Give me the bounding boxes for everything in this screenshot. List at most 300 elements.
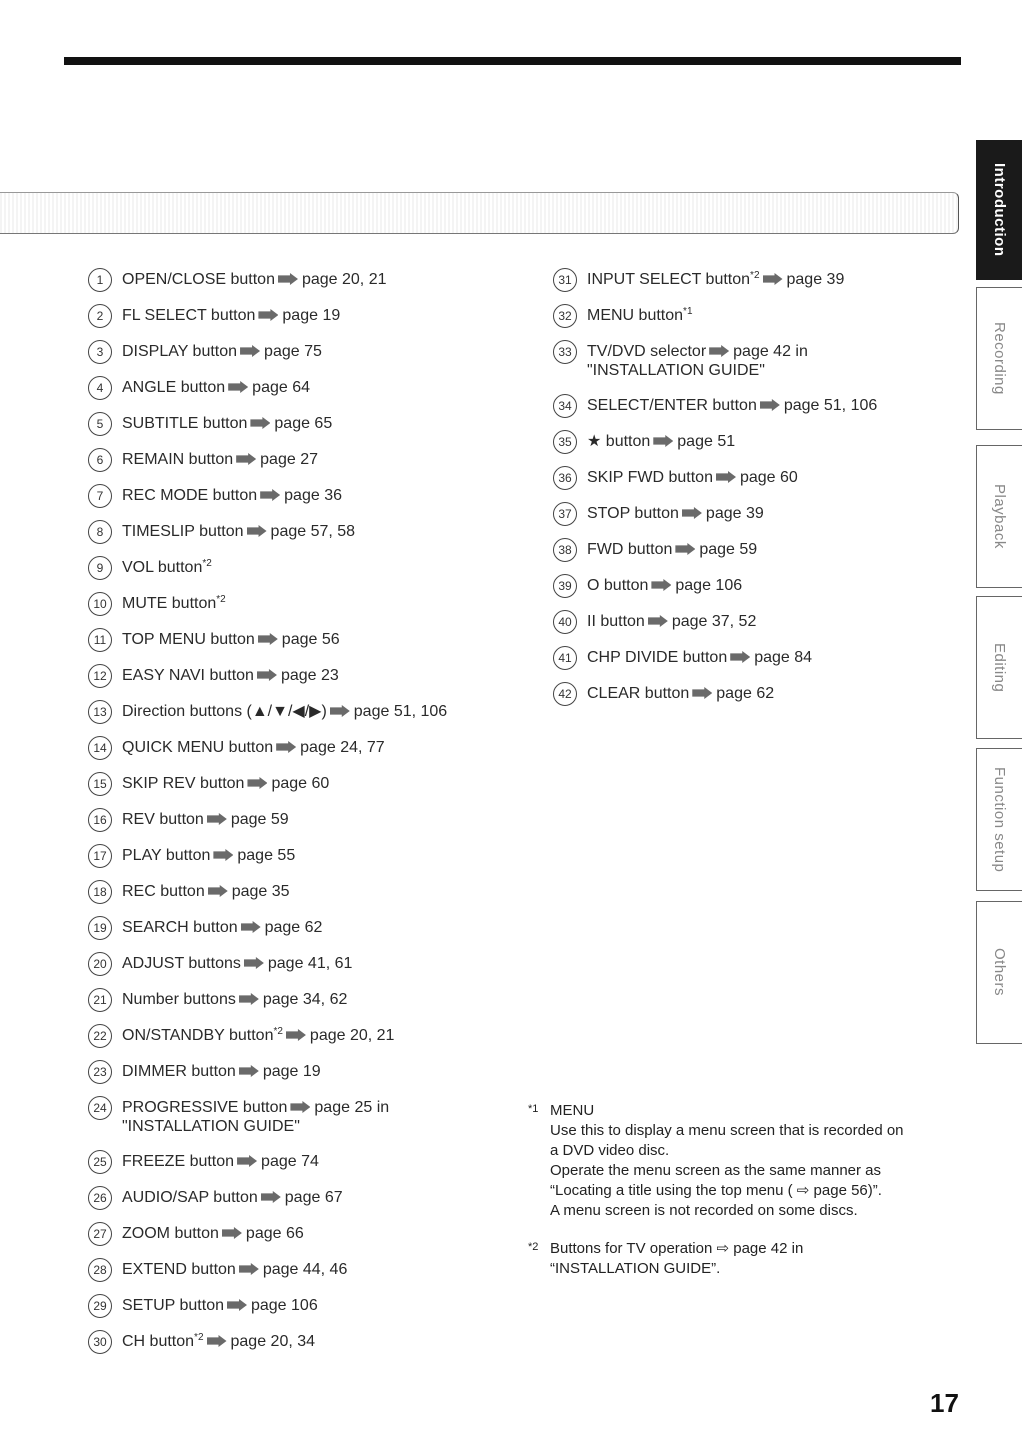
- page-reference: page 74: [261, 1153, 319, 1170]
- item-line: [122, 738, 385, 757]
- item-number: 42: [553, 682, 577, 706]
- list-item: [88, 484, 508, 520]
- item-label: OPEN/CLOSE button: [122, 271, 275, 288]
- list-item: [553, 304, 953, 340]
- page-reference-arrow-icon: [250, 417, 270, 429]
- page-reference-arrow-icon: [213, 849, 233, 861]
- item-number: 25: [88, 1150, 112, 1174]
- item-label: INPUT SELECT button: [587, 271, 751, 288]
- item-label: MUTE button: [122, 595, 217, 612]
- item-text: [122, 990, 347, 1009]
- item-number: 15: [88, 772, 112, 796]
- item-line: [587, 648, 812, 667]
- page-reference-arrow-icon: [653, 435, 673, 447]
- item-text: [122, 1188, 343, 1207]
- item-label: REC MODE button: [122, 487, 258, 504]
- item-label: TOP MENU button: [122, 631, 255, 648]
- item-label: VOL button: [122, 559, 203, 576]
- item-text: [122, 1026, 394, 1045]
- item-number: 5: [88, 412, 112, 436]
- tab-others[interactable]: [976, 901, 1022, 1044]
- page-reference: page 27: [260, 451, 318, 468]
- page-reference: page 59: [699, 541, 758, 558]
- list-item: [553, 466, 953, 502]
- page-reference: page 34, 62: [262, 991, 348, 1008]
- footnote-mark: *2: [273, 1026, 283, 1037]
- item-number: 27: [88, 1222, 112, 1246]
- tab-label: Introduction: [991, 163, 1008, 257]
- item-line: [122, 1188, 343, 1207]
- section-banner: [0, 192, 959, 234]
- item-number: 7: [88, 484, 112, 508]
- page-reference: page 60: [271, 775, 330, 792]
- list-item: [88, 988, 508, 1024]
- footnote-line: “INSTALLATION GUIDE”.: [550, 1260, 721, 1277]
- page-reference: page 36: [284, 487, 342, 504]
- page-reference: page 65: [274, 415, 333, 432]
- page-reference-arrow-icon: [330, 705, 350, 717]
- item-line: [122, 1224, 304, 1243]
- item-line: [587, 432, 735, 451]
- page-reference-arrow-icon: [237, 1155, 257, 1167]
- page-reference: page 41, 61: [267, 955, 353, 972]
- item-text: [122, 954, 352, 973]
- item-label: TV/DVD selector: [587, 343, 707, 360]
- page-reference-arrow-icon: [648, 615, 668, 627]
- item-number: 19: [88, 916, 112, 940]
- item-line: [122, 522, 355, 541]
- item-label: ON/STANDBY button: [122, 1027, 274, 1044]
- list-item: [88, 1294, 508, 1330]
- list-item: [88, 772, 508, 808]
- page-reference-arrow-icon: [716, 471, 736, 483]
- item-text: [122, 558, 212, 577]
- item-text: [122, 450, 318, 469]
- item-text: [122, 1152, 319, 1171]
- page-reference-arrow-icon: [709, 345, 729, 357]
- item-number: 37: [553, 502, 577, 526]
- item-line-2: "INSTALLATION GUIDE": [122, 1118, 300, 1135]
- item-line: [122, 594, 226, 613]
- item-line: [122, 1098, 389, 1117]
- item-label: II button: [587, 613, 645, 630]
- item-number: 21: [88, 988, 112, 1012]
- item-text: [122, 414, 332, 433]
- page-reference: page 51, 106: [353, 703, 448, 720]
- list-item: [88, 700, 508, 736]
- page-reference: page 51, 106: [783, 397, 878, 414]
- item-number: 31: [553, 268, 577, 292]
- item-number: 41: [553, 646, 577, 670]
- item-text: [587, 306, 693, 325]
- item-label: SKIP REV button: [122, 775, 245, 792]
- item-number: 39: [553, 574, 577, 598]
- item-number: 28: [88, 1258, 112, 1282]
- button-list-right: [553, 268, 953, 718]
- footnote-line: “Locating a title using the top menu ( ⇨ page 56)”.: [550, 1182, 882, 1199]
- list-item: [88, 520, 508, 556]
- item-line: [587, 270, 844, 289]
- page-reference-arrow-icon: [208, 885, 228, 897]
- item-line: [122, 486, 342, 505]
- item-line-2: "INSTALLATION GUIDE": [587, 362, 765, 379]
- page-reference-arrow-icon: [692, 687, 712, 699]
- item-label: AUDIO/SAP button: [122, 1189, 258, 1206]
- page-reference-arrow-icon: [278, 273, 298, 285]
- item-line: [587, 684, 774, 703]
- item-number: 17: [88, 844, 112, 868]
- page-reference-arrow-icon: [682, 507, 702, 519]
- item-number: 38: [553, 538, 577, 562]
- item-label: QUICK MENU button: [122, 739, 274, 756]
- item-text: [122, 774, 329, 793]
- top-rule: [64, 57, 961, 65]
- item-label: SETUP button: [122, 1297, 224, 1314]
- page-reference-arrow-icon: [236, 453, 256, 465]
- footnote-mark: *1: [683, 306, 693, 317]
- item-number: 36: [553, 466, 577, 490]
- tab-editing[interactable]: [976, 596, 1022, 739]
- page-reference: page 23: [280, 667, 339, 684]
- page-reference-arrow-icon: [222, 1227, 242, 1239]
- item-text: [587, 576, 742, 595]
- item-label: EXTEND button: [122, 1261, 236, 1278]
- item-text: [587, 540, 757, 559]
- item-line: [122, 1260, 347, 1279]
- item-line: [587, 576, 742, 595]
- item-label: FL SELECT button: [122, 307, 256, 324]
- list-item: [88, 376, 508, 412]
- footnote-mark: *2: [194, 1332, 204, 1343]
- item-line: [122, 306, 340, 325]
- page-reference-arrow-icon: [730, 651, 750, 663]
- tab-label: Playback: [991, 484, 1008, 549]
- page-reference-arrow-icon: [239, 1065, 259, 1077]
- item-number: 40: [553, 610, 577, 634]
- page-reference-arrow-icon: [207, 813, 227, 825]
- tab-label: Function setup: [991, 766, 1008, 873]
- page-reference-arrow-icon: [258, 309, 278, 321]
- item-line: [122, 846, 295, 865]
- page-reference-arrow-icon: [247, 777, 267, 789]
- item-text: [587, 612, 756, 631]
- item-line: [122, 342, 322, 361]
- page-reference-arrow-icon: [227, 1299, 247, 1311]
- tab-recording[interactable]: [976, 287, 1022, 430]
- page-reference-arrow-icon: [257, 669, 277, 681]
- page-reference-arrow-icon: [760, 399, 780, 411]
- item-line: [122, 378, 310, 397]
- page-reference: page 20, 34: [230, 1333, 316, 1350]
- item-number: 35: [553, 430, 577, 454]
- item-label: ZOOM button: [122, 1225, 219, 1242]
- page-reference-arrow-icon: [228, 381, 248, 393]
- item-text: [122, 1062, 321, 1081]
- page-reference-arrow-icon: [247, 525, 267, 537]
- item-label: CLEAR button: [587, 685, 690, 702]
- item-label: SEARCH button: [122, 919, 238, 936]
- list-item: [88, 412, 508, 448]
- item-line: [122, 666, 339, 685]
- item-number: 18: [88, 880, 112, 904]
- page-reference: page 35: [231, 883, 290, 900]
- item-text: [122, 630, 340, 649]
- item-number: 10: [88, 592, 112, 616]
- item-line: [122, 918, 322, 937]
- item-text: [122, 342, 322, 361]
- item-number: 32: [553, 304, 577, 328]
- item-label: CHP DIVIDE button: [587, 649, 728, 666]
- page-number: 17: [930, 1388, 959, 1418]
- footnote: [528, 1101, 958, 1221]
- item-label: REV button: [122, 811, 204, 828]
- item-text: [122, 918, 322, 937]
- list-item: [553, 268, 953, 304]
- item-line: [122, 1026, 394, 1045]
- item-number: 29: [88, 1294, 112, 1318]
- item-line: [587, 612, 756, 631]
- list-item: [88, 1060, 508, 1096]
- item-line: [122, 1062, 321, 1081]
- page-reference: page 67: [284, 1189, 343, 1206]
- page-reference: page 84: [754, 649, 813, 666]
- page-reference: page 55: [237, 847, 296, 864]
- page-reference-arrow-icon: [276, 741, 296, 753]
- footnote-mark: *2: [202, 558, 212, 569]
- item-number: 1: [88, 268, 112, 292]
- item-line: [122, 630, 340, 649]
- item-text: [122, 1296, 318, 1315]
- item-label: FREEZE button: [122, 1153, 235, 1170]
- item-line: [122, 954, 352, 973]
- list-item: [88, 1150, 508, 1186]
- item-line: [122, 558, 212, 577]
- item-text: [587, 468, 798, 487]
- item-line: [122, 450, 318, 469]
- page-reference: page 75: [264, 343, 322, 360]
- item-label: ADJUST buttons: [122, 955, 241, 972]
- page-reference-arrow-icon: [207, 1335, 227, 1347]
- item-text: [587, 342, 808, 380]
- footnote-line: a DVD video disc.: [550, 1142, 670, 1159]
- page-reference: page 66: [245, 1225, 304, 1242]
- page-reference-arrow-icon: [260, 489, 280, 501]
- item-text: [122, 486, 342, 505]
- list-item: [88, 736, 508, 772]
- footnote-line: MENU: [550, 1102, 595, 1119]
- item-label: STOP button: [587, 505, 679, 522]
- item-line: [122, 702, 447, 721]
- item-text: [587, 648, 812, 667]
- item-label: REC button: [122, 883, 205, 900]
- item-number: 22: [88, 1024, 112, 1048]
- footnote-mark: *2: [528, 1241, 539, 1253]
- item-number: 16: [88, 808, 112, 832]
- footnotes: [528, 1101, 958, 1297]
- page-reference-arrow-icon: [258, 633, 278, 645]
- item-label: PLAY button: [122, 847, 211, 864]
- page-reference: page 106: [675, 577, 743, 594]
- tab-label: Recording: [991, 322, 1008, 395]
- item-label: Number buttons: [122, 991, 236, 1008]
- item-text: [122, 810, 289, 829]
- item-line: [122, 270, 387, 289]
- list-item: [553, 682, 953, 718]
- list-item: [88, 916, 508, 952]
- item-number: 11: [88, 628, 112, 652]
- footnote-line: Use this to display a menu screen that is recorded on: [550, 1122, 904, 1139]
- page-reference-arrow-icon: [239, 993, 259, 1005]
- item-label: CH button: [122, 1333, 195, 1350]
- item-number: 4: [88, 376, 112, 400]
- list-item: [88, 268, 508, 304]
- tab-label: Others: [991, 948, 1008, 997]
- item-label: FWD button: [587, 541, 673, 558]
- item-line: [122, 414, 332, 433]
- page-reference: page 39: [786, 271, 845, 288]
- item-text: [122, 594, 226, 613]
- button-list-left: [88, 268, 508, 1366]
- item-text: [122, 1260, 347, 1279]
- item-line: [122, 882, 290, 901]
- item-number: 8: [88, 520, 112, 544]
- item-label: TIMESLIP button: [122, 523, 244, 540]
- list-item: [553, 340, 953, 394]
- list-item: [88, 808, 508, 844]
- item-text: [587, 684, 774, 703]
- page-reference: page 24, 77: [300, 739, 385, 756]
- item-label: SUBTITLE button: [122, 415, 248, 432]
- page-reference: page 64: [252, 379, 311, 396]
- list-item: [553, 574, 953, 610]
- item-text: [122, 1098, 389, 1136]
- page-reference: page 20, 21: [309, 1027, 395, 1044]
- item-line: [587, 540, 757, 559]
- item-number: 3: [88, 340, 112, 364]
- list-item: [88, 340, 508, 376]
- item-text: [122, 1224, 304, 1243]
- list-item: [553, 610, 953, 646]
- item-line: [587, 396, 877, 415]
- item-label: ANGLE button: [122, 379, 226, 396]
- item-text: [587, 396, 877, 415]
- item-number: 9: [88, 556, 112, 580]
- page-reference-arrow-icon: [241, 921, 261, 933]
- list-item: [88, 556, 508, 592]
- page-reference: page 57, 58: [270, 523, 356, 540]
- list-item: [88, 664, 508, 700]
- page-reference: page 20, 21: [301, 271, 387, 288]
- footnote-mark: *1: [528, 1103, 539, 1115]
- item-text: [122, 882, 290, 901]
- page-reference: page 59: [230, 811, 289, 828]
- item-number: 24: [88, 1096, 112, 1120]
- list-item: [553, 430, 953, 466]
- page-reference: page 42 in: [733, 343, 808, 360]
- item-text: [122, 702, 447, 721]
- list-item: [88, 448, 508, 484]
- footnote-line: A menu screen is not recorded on some discs.: [550, 1202, 858, 1219]
- list-item: [88, 1258, 508, 1294]
- page-reference-arrow-icon: [290, 1101, 310, 1113]
- item-number: 30: [88, 1330, 112, 1354]
- footnote-line: Buttons for TV operation ⇨ page 42 in: [550, 1240, 804, 1257]
- list-item: [88, 1330, 508, 1366]
- page-reference-arrow-icon: [261, 1191, 281, 1203]
- tab-introduction[interactable]: [976, 140, 1022, 280]
- footnote-mark: *2: [750, 270, 760, 281]
- list-item: [553, 646, 953, 682]
- item-text: [122, 306, 340, 325]
- item-number: 13: [88, 700, 112, 724]
- item-line: [122, 774, 329, 793]
- list-item: [553, 538, 953, 574]
- page-reference: page 106: [250, 1297, 318, 1314]
- item-text: [587, 504, 764, 523]
- item-label: PROGRESSIVE button: [122, 1099, 288, 1116]
- list-item: [88, 1096, 508, 1150]
- list-item: [553, 502, 953, 538]
- page-reference: page 62: [716, 685, 775, 702]
- item-line: [587, 306, 693, 325]
- item-number: 23: [88, 1060, 112, 1084]
- list-item: [88, 1186, 508, 1222]
- list-item: [88, 592, 508, 628]
- page-reference-arrow-icon: [239, 1263, 259, 1275]
- list-item: [88, 844, 508, 880]
- item-label: DIMMER button: [122, 1063, 236, 1080]
- page-reference: page 39: [705, 505, 764, 522]
- footnote-line: Operate the menu screen as the same manner as: [550, 1162, 882, 1179]
- item-number: 14: [88, 736, 112, 760]
- page-reference: page 51: [677, 433, 736, 450]
- list-item: [88, 952, 508, 988]
- footnote-mark: *2: [216, 594, 226, 605]
- item-line: [122, 810, 289, 829]
- item-label: DISPLAY button: [122, 343, 238, 360]
- page-reference: page 25 in: [314, 1099, 390, 1116]
- item-label: ★ button: [587, 433, 651, 450]
- tab-playback[interactable]: [976, 445, 1022, 588]
- list-item: [88, 880, 508, 916]
- page-reference-arrow-icon: [763, 273, 783, 285]
- footnote: [528, 1239, 958, 1279]
- page-reference-arrow-icon: [244, 957, 264, 969]
- item-label: REMAIN button: [122, 451, 234, 468]
- list-item: [88, 1222, 508, 1258]
- item-number: 20: [88, 952, 112, 976]
- item-line: [587, 504, 764, 523]
- tab-function-setup[interactable]: [976, 748, 1022, 891]
- item-line: [122, 1296, 318, 1315]
- item-number: 2: [88, 304, 112, 328]
- item-line: [587, 468, 798, 487]
- list-item: [88, 304, 508, 340]
- item-number: 12: [88, 664, 112, 688]
- page-reference: page 44, 46: [262, 1261, 348, 1278]
- list-item: [88, 628, 508, 664]
- page-reference: page 19: [282, 307, 341, 324]
- item-label: SELECT/ENTER button: [587, 397, 757, 414]
- page-reference-arrow-icon: [240, 345, 260, 357]
- item-text: [587, 432, 735, 451]
- item-number: 26: [88, 1186, 112, 1210]
- page-reference-arrow-icon: [286, 1029, 306, 1041]
- page-reference: page 56: [281, 631, 340, 648]
- item-number: 34: [553, 394, 577, 418]
- list-item: [553, 394, 953, 430]
- page-reference-arrow-icon: [675, 543, 695, 555]
